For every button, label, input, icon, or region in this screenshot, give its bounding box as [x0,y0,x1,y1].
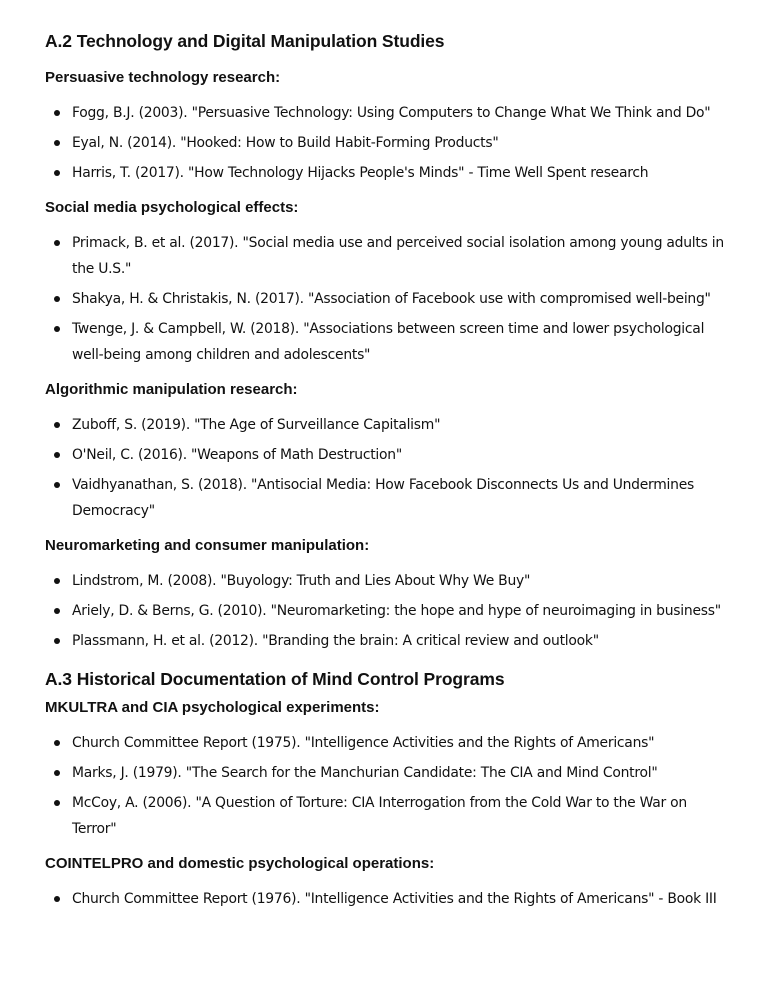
reference-item: McCoy, A. (2006). "A Question of Torture: CIA Interrogation from the Cold War to the War on Terror" [45,790,732,842]
reference-item: Church Committee Report (1976). "Intelligence Activities and the Rights of Americans" - Book III [45,886,732,912]
reference-item: Marks, J. (1979). "The Search for the Manchurian Candidate: The CIA and Mind Control" [45,760,732,786]
reference-item: Eyal, N. (2014). "Hooked: How to Build Habit-Forming Products" [45,130,732,156]
reference-list-neuromarketing [45,568,772,654]
reference-item: Twenge, J. & Campbell, W. (2018). "Associations between screen time and lower psychological well-being among children and adolescents" [45,316,732,368]
subsection-heading-neuromarketing: Neuromarketing and consumer manipulation: [45,537,370,554]
reference-item: Vaidhyanathan, S. (2018). "Antisocial Media: How Facebook Disconnects Us and Undermines Democracy" [45,472,732,524]
reference-item: Church Committee Report (1975). "Intelligence Activities and the Rights of Americans" [45,730,732,756]
subsection-heading-mkultra: MKULTRA and CIA psychological experiments: [45,699,380,716]
reference-item: O'Neil, C. (2016). "Weapons of Math Destruction" [45,442,732,468]
reference-item: Harris, T. (2017). "How Technology Hijacks People's Minds" - Time Well Spent research [45,160,732,186]
subsection-heading-cointelpro: COINTELPRO and domestic psychological operations: [45,855,435,872]
subsection-heading-persuasive-technology: Persuasive technology research: [45,69,281,86]
reference-list-social-media [45,230,772,368]
section-title-a2: A.2 Technology and Digital Manipulation Studies [45,31,445,51]
reference-list-cointelpro [45,886,772,912]
reference-item: Ariely, D. & Berns, G. (2010). "Neuromarketing: the hope and hype of neuroimaging in business" [45,598,732,624]
subsection-heading-social-media: Social media psychological effects: [45,199,299,216]
reference-list-persuasive-technology [45,100,772,186]
section-title-a3: A.3 Historical Documentation of Mind Control Programs [45,669,505,689]
reference-item: Shakya, H. & Christakis, N. (2017). "Association of Facebook use with compromised well-being" [45,286,732,312]
reference-item: Zuboff, S. (2019). "The Age of Surveillance Capitalism" [45,412,732,438]
reference-item: Lindstrom, M. (2008). "Buyology: Truth and Lies About Why We Buy" [45,568,732,594]
reference-item: Plassmann, H. et al. (2012). "Branding the brain: A critical review and outlook" [45,628,732,654]
subsection-heading-algorithmic-manipulation: Algorithmic manipulation research: [45,381,298,398]
reference-list-algorithmic-manipulation [45,412,772,524]
reference-list-mkultra [45,730,772,842]
reference-item: Fogg, B.J. (2003). "Persuasive Technology: Using Computers to Change What We Think and Do" [45,100,732,126]
reference-item: Primack, B. et al. (2017). "Social media use and perceived social isolation among young adults in the U.S." [45,230,732,282]
